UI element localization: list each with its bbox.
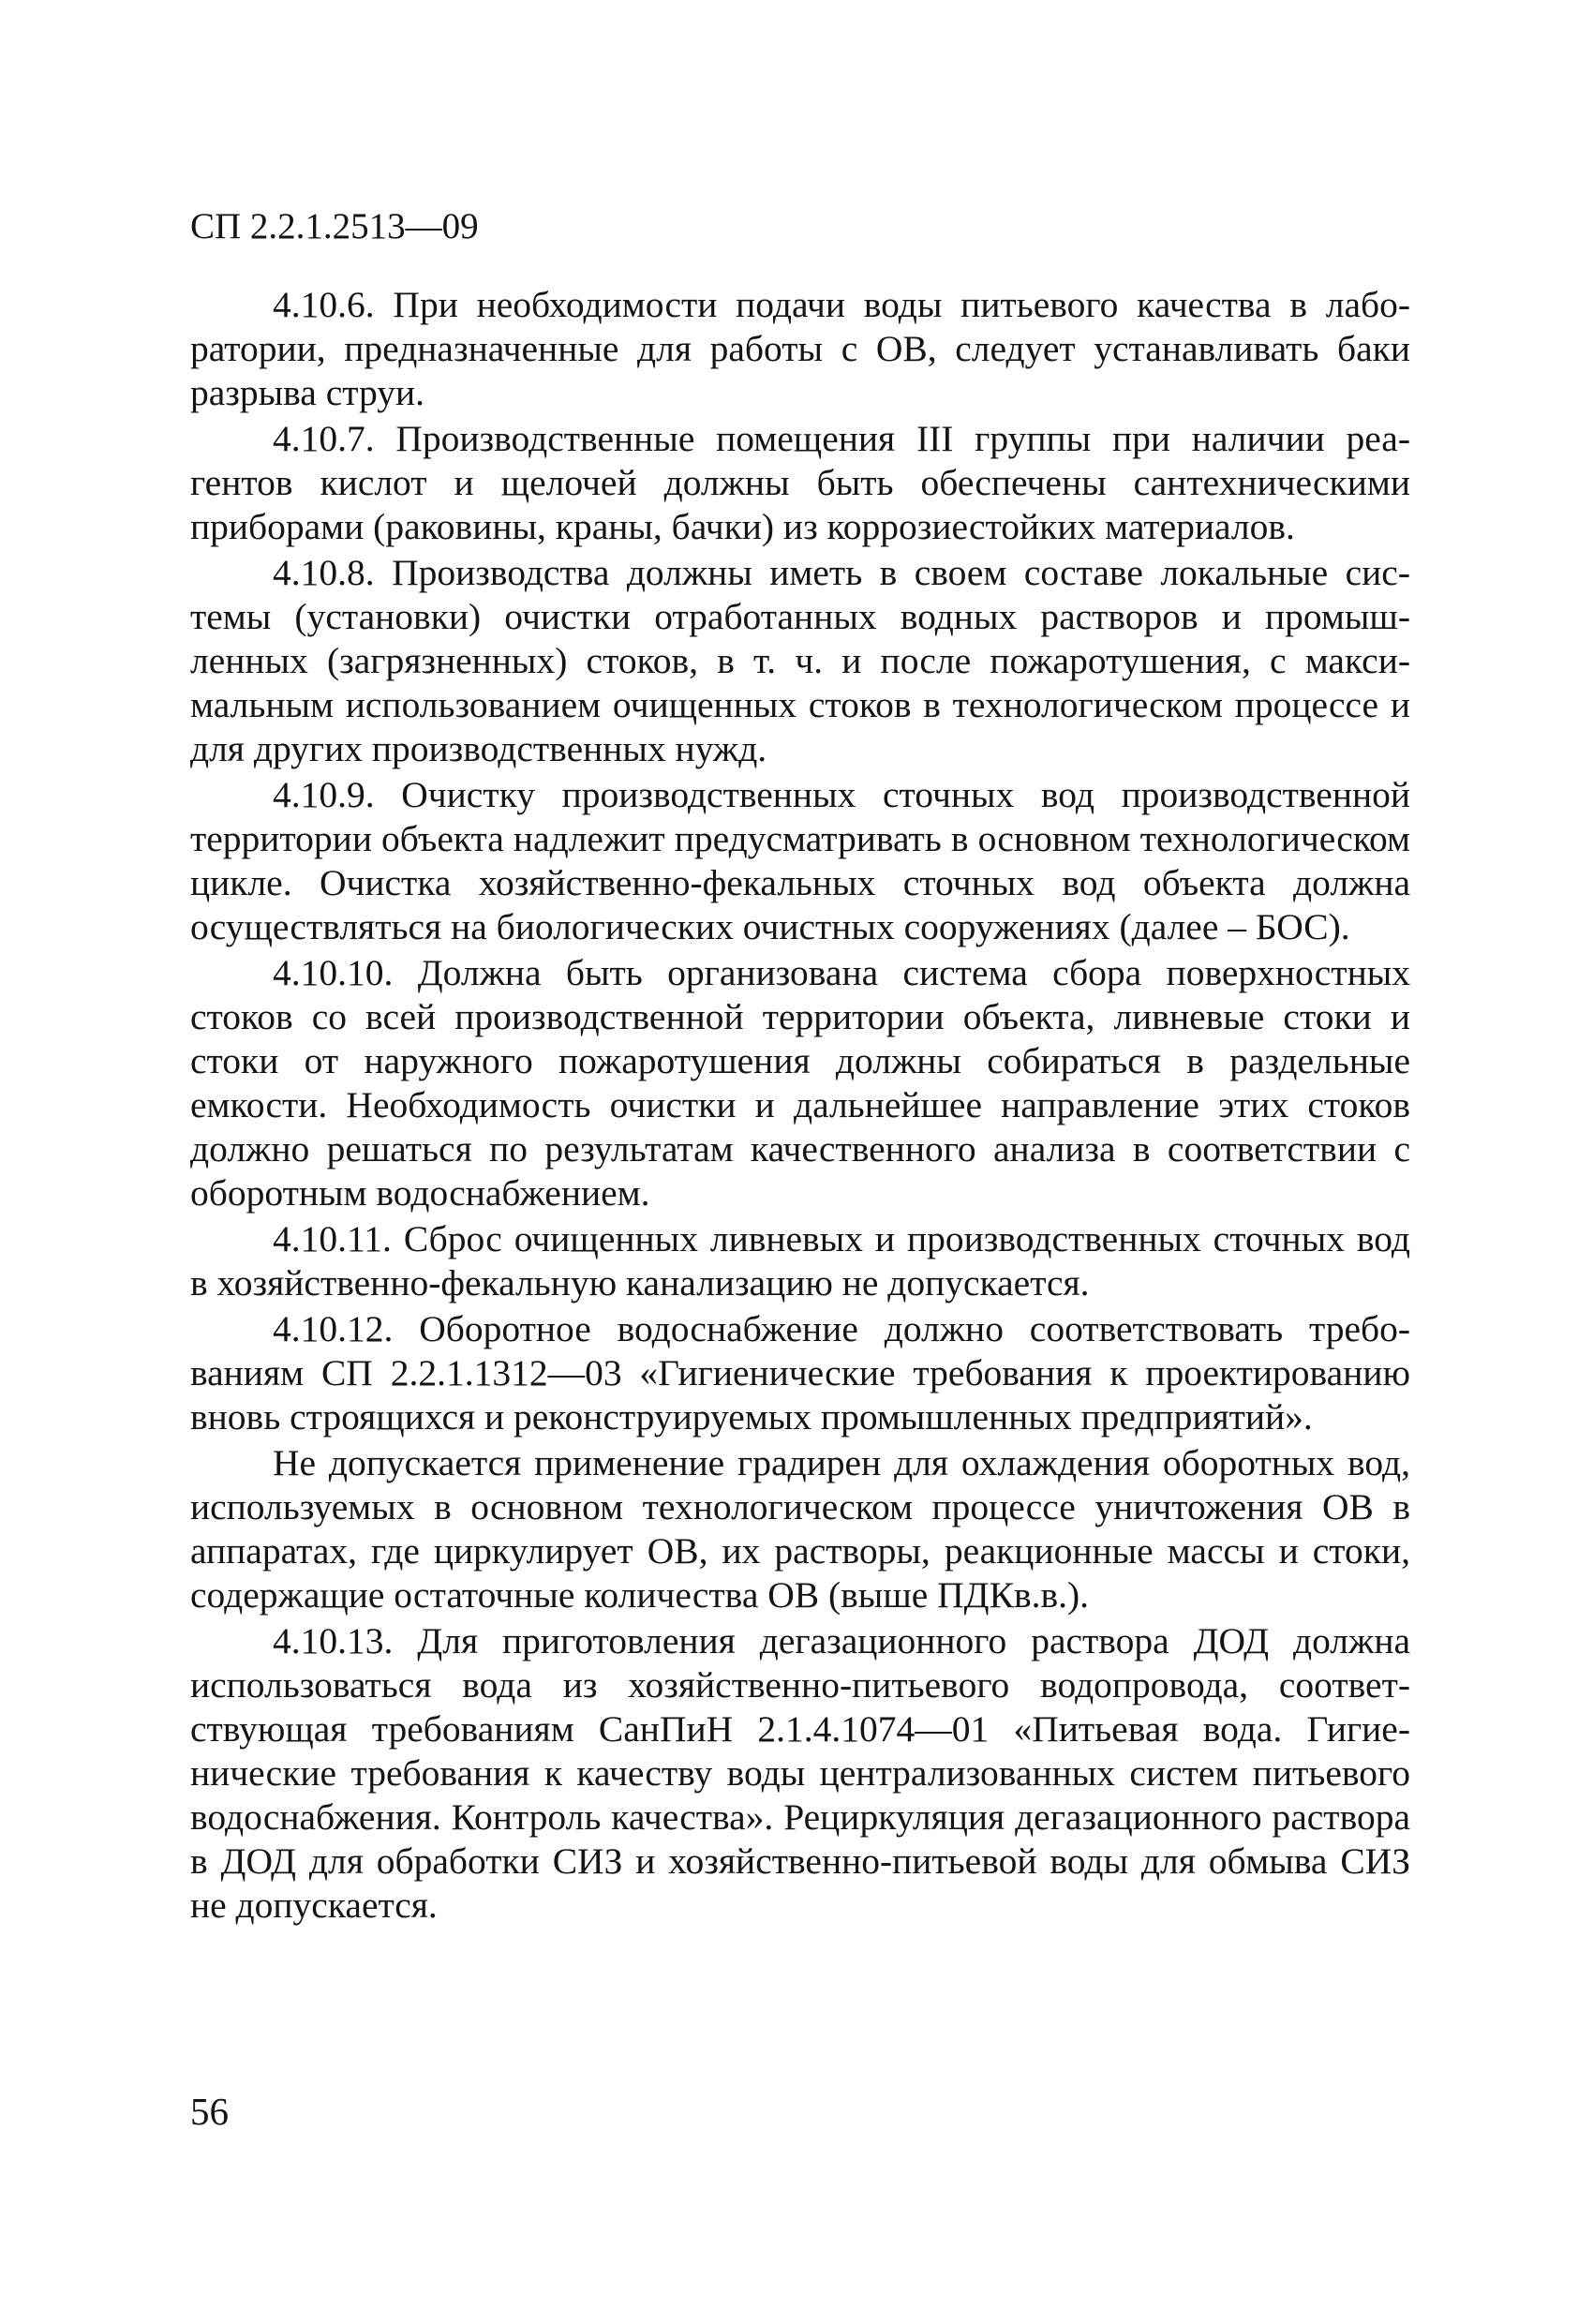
paragraph-4-10-9: 4.10.9. Очистку производственных сточных вод производственной территории объекта надлежит предусматривать в основном технологическом цикле. Очистка хозяйственно-фекальных сточных вод объекта должна осуществляться на биологических очистных сооружениях (далее – БОС). xyxy=(190,774,1410,947)
paragraph-4-10-8: 4.10.8. Производства должны иметь в своем составе локальные системы (установки) очистки отработанных водных растворов и промышленных (загрязненных) стоков, в т. ч. и после пожаротушения, с максимальным использованием очищенных стоков в технологическом процессе и для других производственных нужд. xyxy=(190,552,1410,769)
paragraph-4-10-11: 4.10.11. Сброс очищенных ливневых и производственных сточных вод в хозяйственно-фекальную канализацию не допускается. xyxy=(190,1218,1410,1304)
document-body xyxy=(190,283,1410,1929)
page-number: 56 xyxy=(190,2090,229,2133)
paragraph-4-10-10: 4.10.10. Должна быть организована система сбора поверхностных стоков со всей производственной территории объекта, ливневые стоки и стоки от наружного пожаротушения должны собираться в раздельные емкости. Необходимость очистки и дальнейшее направление этих стоков должно решаться по результатам качественного анализа в соответствии с оборотным водоснабжением. xyxy=(190,952,1410,1214)
paragraph-4-10-13: 4.10.13. Для приготовления дегазационного раствора ДОД должна использоваться вода из хозяйственно-питьевого водопровода, соответствующая требованиям СанПиН 2.1.4.1074—01 «Питьевая вода. Гигиенические требования к качеству воды централизованных систем питьевого водоснабжения. Контроль качества». Рециркуляция дегазационного раствора в ДОД для обработки СИЗ и хозяйственно-питьевой воды для обмыва СИЗ не допускается. xyxy=(190,1620,1410,1926)
paragraph-cooling-towers: Не допускается применение градирен для охлаждения оборотных вод, используемых в основном технологическом процессе уничтожения ОВ в аппаратах, где циркулирует ОВ, их растворы, реакционные массы и стоки, содержащие остаточные количества ОВ (выше ПДКв.в.). xyxy=(190,1442,1410,1616)
document-code-header: СП 2.2.1.2513—09 xyxy=(190,206,479,246)
paragraph-4-10-12: 4.10.12. Оборотное водоснабжение должно соответствовать требованиям СП 2.2.1.1312—03 «Гигиенические требования к проектированию вновь строящихся и реконструируемых промышленных предприятий». xyxy=(190,1308,1410,1438)
paragraph-4-10-6: 4.10.6. При необходимости подачи воды питьевого качества в лаборатории, предназначенные для работы с ОВ, следует устанавливать баки разрыва струи. xyxy=(190,284,1410,413)
paragraph-4-10-7: 4.10.7. Производственные помещения III группы при наличии реагентов кислот и щелочей должны быть обеспечены сантехническими приборами (раковины, краны, бачки) из коррозиестойких материалов. xyxy=(190,418,1410,547)
